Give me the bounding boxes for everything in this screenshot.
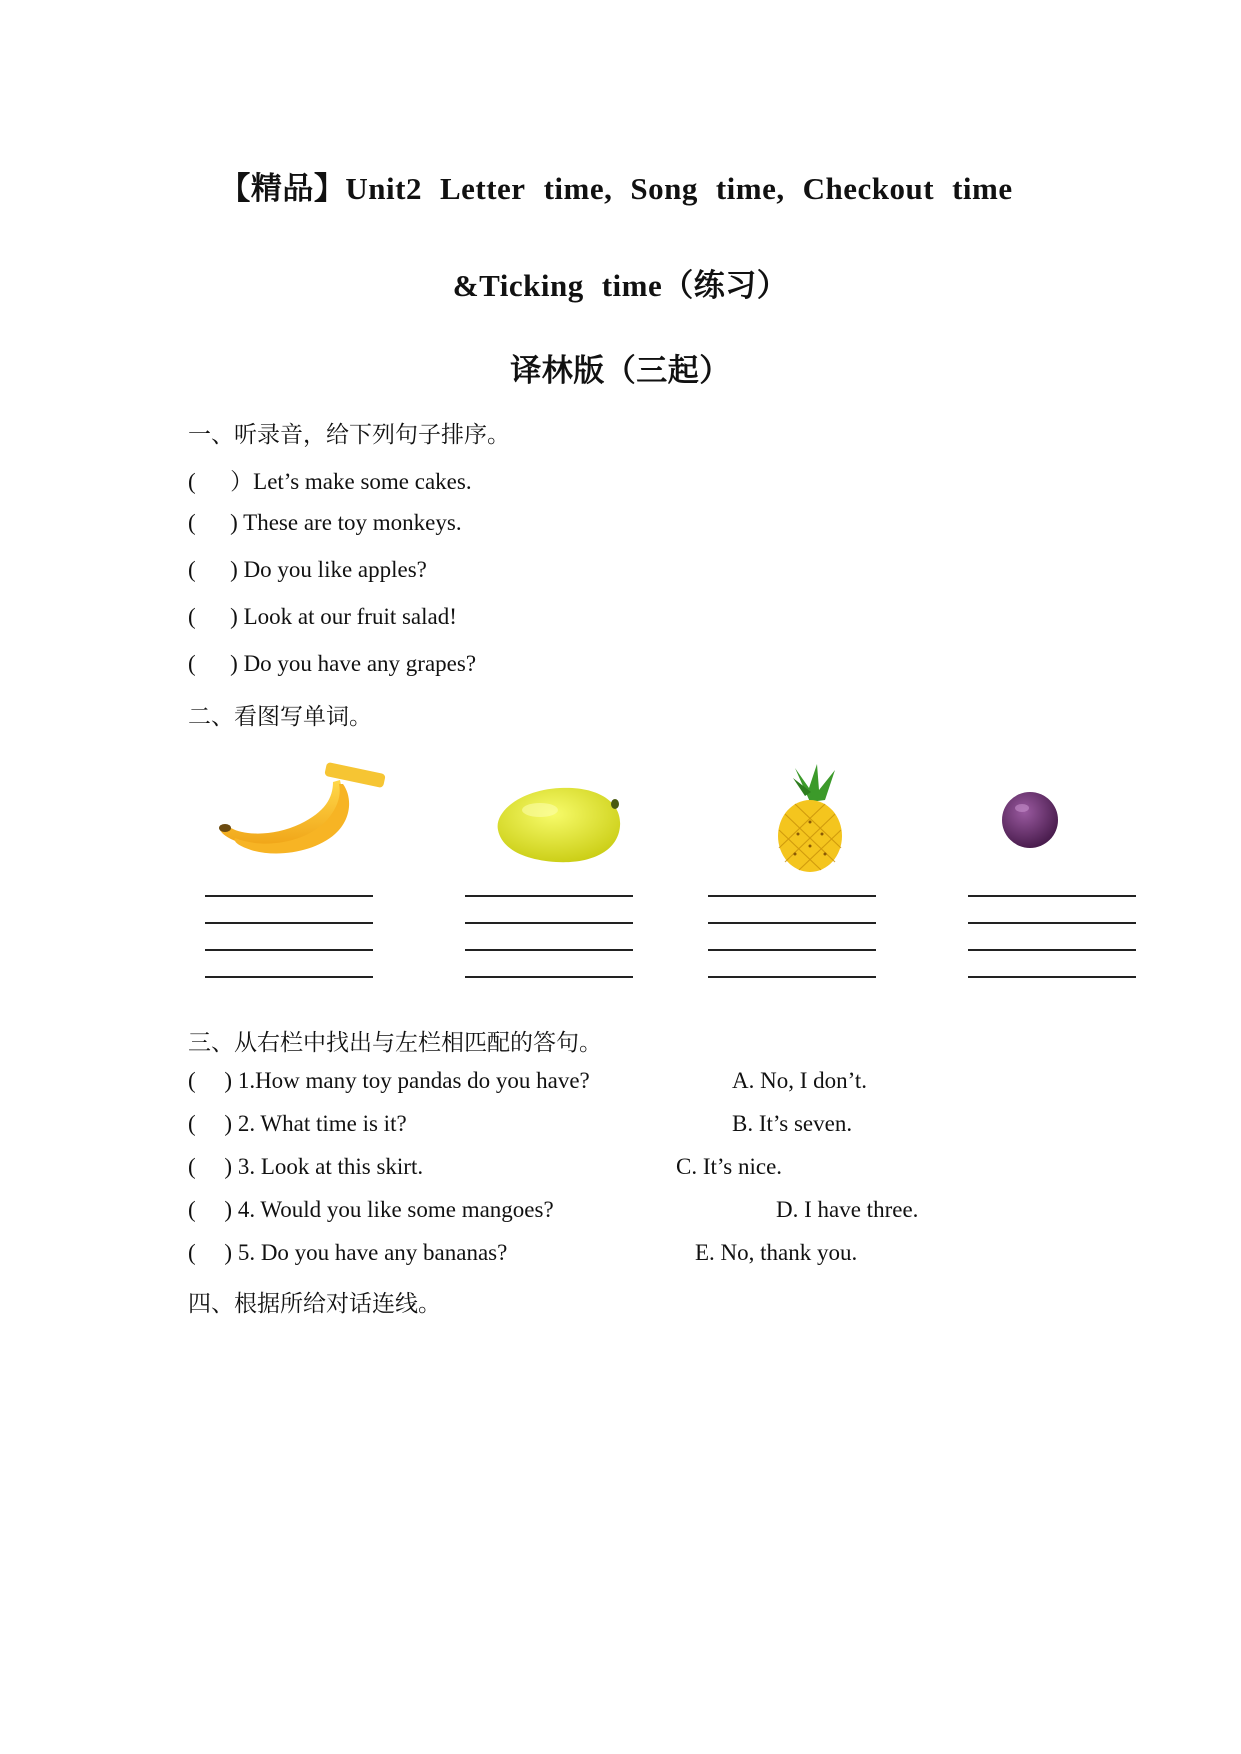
title-line-2 bbox=[0, 260, 1241, 305]
section3-heading: 三、从右栏中找出与左栏相匹配的答句。 bbox=[188, 1030, 602, 1055]
section3-question: ( ) 2. What time is it? bbox=[188, 1111, 407, 1136]
section2-heading: 二、看图写单词。 bbox=[188, 704, 372, 729]
title-line-1 bbox=[0, 163, 1241, 208]
writing-line[interactable] bbox=[465, 895, 633, 897]
writing-line[interactable] bbox=[205, 949, 373, 951]
title-line-3: 译林版（三起） bbox=[510, 353, 731, 388]
section1-item: ( ) Do you have any grapes? bbox=[188, 651, 477, 676]
title-word: Letter bbox=[439, 171, 526, 206]
writing-line[interactable] bbox=[968, 949, 1136, 951]
section3-question: ( ) 5. Do you have any bananas? bbox=[188, 1240, 508, 1265]
writing-line[interactable] bbox=[465, 976, 633, 978]
writing-line[interactable] bbox=[708, 949, 876, 951]
grape-icon bbox=[1000, 790, 1060, 850]
section1-item: ( ) Do you like apples? bbox=[188, 557, 427, 582]
title-word: &Ticking bbox=[452, 268, 584, 303]
section4-heading: 四、根据所给对话连线。 bbox=[188, 1291, 441, 1316]
section3-question: ( ) 3. Look at this skirt. bbox=[188, 1154, 424, 1179]
writing-line[interactable] bbox=[968, 922, 1136, 924]
writing-line[interactable] bbox=[708, 976, 876, 978]
section1-item: ( ）Let’s make some cakes. bbox=[188, 469, 472, 494]
writing-line[interactable] bbox=[708, 895, 876, 897]
section3-answer: A. No, I don’t. bbox=[732, 1068, 868, 1093]
writing-line[interactable] bbox=[708, 922, 876, 924]
section3-answer: C. It’s nice. bbox=[676, 1154, 783, 1179]
section3-question: ( ) 1.How many toy pandas do you have? bbox=[188, 1068, 590, 1093]
section1-item: ( ) These are toy monkeys. bbox=[188, 510, 462, 535]
writing-line[interactable] bbox=[465, 949, 633, 951]
writing-line[interactable] bbox=[968, 976, 1136, 978]
writing-line[interactable] bbox=[205, 922, 373, 924]
section3-answer: B. It’s seven. bbox=[732, 1111, 853, 1136]
section3-answer: E. No, thank you. bbox=[695, 1240, 858, 1265]
title-word: time（练习） bbox=[601, 268, 789, 303]
section1-heading: 一、听录音，给下列句子排序。 bbox=[188, 422, 510, 447]
pineapple-icon bbox=[765, 762, 855, 874]
title-word: Song bbox=[630, 171, 698, 206]
section3-question: ( ) 4. Would you like some mangoes? bbox=[188, 1197, 554, 1222]
title-word: time bbox=[952, 171, 1013, 206]
title-word: Checkout bbox=[802, 171, 935, 206]
title-word: time, bbox=[543, 171, 613, 206]
mango-icon bbox=[490, 782, 630, 867]
writing-line[interactable] bbox=[205, 976, 373, 978]
writing-line[interactable] bbox=[205, 895, 373, 897]
writing-line[interactable] bbox=[465, 922, 633, 924]
section1-item: ( ) Look at our fruit salad! bbox=[188, 604, 457, 629]
title-prefix: 【精品】 bbox=[219, 171, 346, 206]
section3-answer: D. I have three. bbox=[776, 1197, 919, 1222]
title-word: time, bbox=[715, 171, 785, 206]
title-word: Unit2 bbox=[345, 171, 422, 206]
writing-line[interactable] bbox=[968, 895, 1136, 897]
banana-icon bbox=[215, 758, 395, 868]
